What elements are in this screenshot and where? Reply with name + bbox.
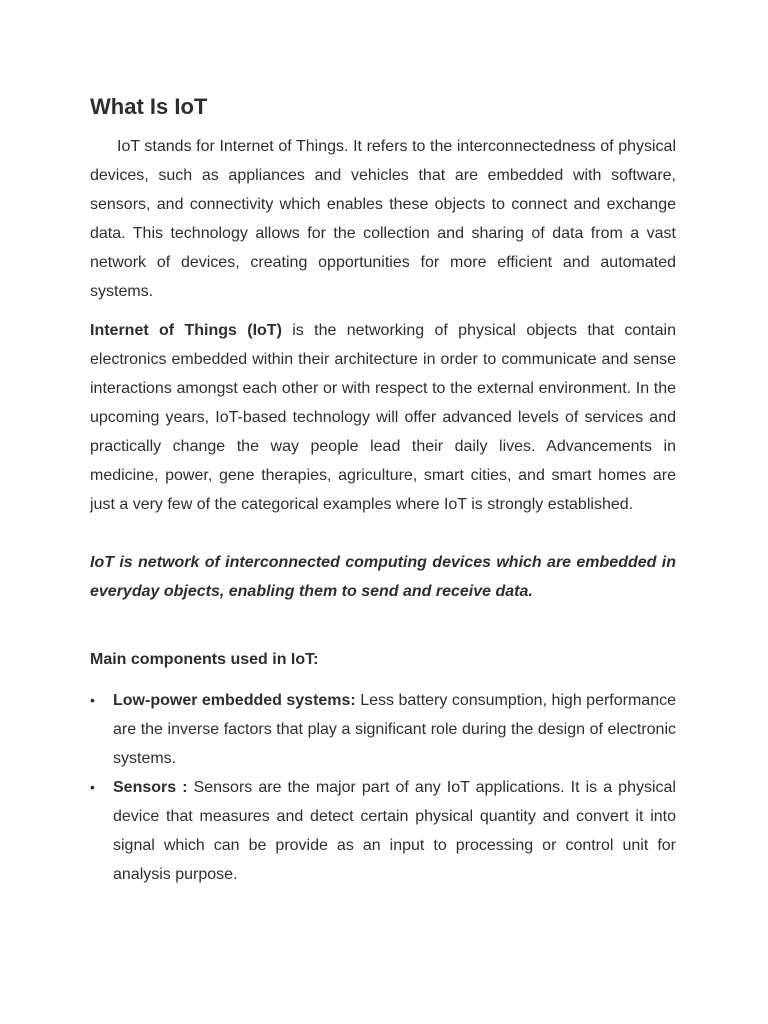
list-item-text: Sensors are the major part of any IoT applications. It is a physical device that measures and detect certain physical quantity and convert it into signal which can be provide as an input to processing or control unit for analysis purpose.	[113, 779, 676, 883]
list-item-term: Sensors :	[113, 779, 188, 796]
list-item-text: Less battery consumption, high performance are the inverse factors that play a significant role during the design of electronic systems.	[113, 692, 676, 767]
intro-paragraph: IoT stands for Internet of Things. It refers to the interconnectedness of physical devices, such as appliances and vehicles that are embedded with software, sensors, and connectivity which enables these objects to connect and exchange data. This technology allows for the collection and sharing of data from a vast network of devices, creating opportunities for more efficient and automated systems.	[90, 138, 676, 300]
components-heading: Main components used in IoT:	[90, 651, 319, 668]
definition-paragraph	[90, 316, 676, 519]
bullet-icon: •	[90, 779, 95, 795]
list-item-term: Low-power embedded systems:	[113, 692, 356, 709]
bullet-icon: •	[90, 692, 95, 708]
page-title: What Is IoT	[90, 94, 208, 119]
components-list	[90, 686, 676, 889]
highlight-statement: IoT is network of interconnected computing devices which are embedded in everyday objects, enabling them to send and receive data.	[90, 554, 676, 600]
definition-term: Internet of Things (IoT)	[90, 322, 282, 339]
list-item	[90, 686, 676, 773]
definition-text: is the networking of physical objects that contain electronics embedded within their architecture in order to communicate and sense interactions amongst each other or with respect to the external environment. In the upcoming years, IoT-based technology will offer advanced levels of services and practically change the way people lead their daily lives. Advancements in medicine, power, gene therapies, agriculture, smart cities, and smart homes are just a very few of the categorical examples where IoT is strongly established.	[90, 322, 676, 513]
list-item	[90, 773, 676, 889]
document-page	[90, 92, 676, 889]
